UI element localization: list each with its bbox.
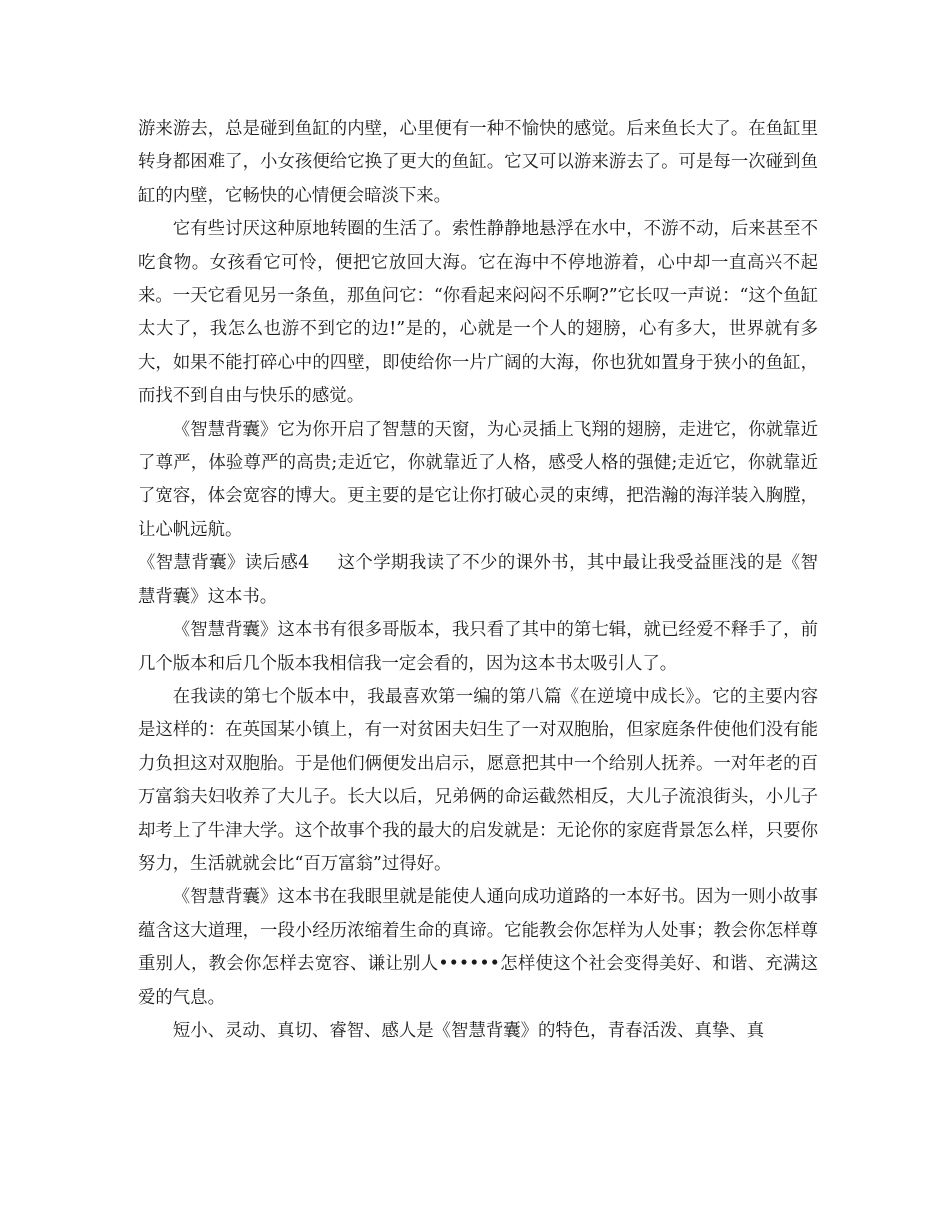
paragraph-2: 它有些讨厌这种原地转圈的生活了。索性静静地悬浮在水中，不游不动，后来甚至不吃食物。女孩看它可怜，便把它放回大海。它在海中不停地游着，心中却一直高兴不起来。一天它看见另一条鱼，那鱼问它：“你看起来闷闷不乐啊?”它长叹一声说：“这个鱼缸太大了，我怎么也游不到它的边!”是的，心就是一个人的翅膀，心有多大，世界就有多大，如果不能打碎心中的四壁，即使给你一片广阔的大海，你也犹如置身于狭小的鱼缸，而找不到自由与快乐的感觉。 — [138, 219, 818, 407]
paragraph-4: 《智慧背囊》这本书有很多哥版本，我只看了其中的第七辑，就已经爱不释手了，前几个版本和后几个版本我相信我一定会看的，因为这本书太吸引人了。 — [138, 620, 818, 674]
paragraph-1: 游来游去，总是碰到鱼缸的内壁，心里便有一种不愉快的感觉。后来鱼长大了。在鱼缸里转身都困难了，小女孩便给它换了更大的鱼缸。它又可以游来游去了。可是每一次碰到鱼缸的内壁，它畅快的心情便会暗淡下来。 — [138, 119, 818, 206]
section-heading-paragraph — [138, 547, 818, 614]
paragraph-5: 在我读的第七个版本中，我最喜欢第一编的第八篇《在逆境中成长》。它的主要内容是这样的：在英国某小镇上，有一对贫困夫妇生了一对双胞胎，但家庭条件使他们没有能力负担这对双胞胎。于是他们俩便发出启示，愿意把其中一个给别人抚养。一对年老的百万富翁夫妇收养了大儿子。长大以后，兄弟俩的命运截然相反，大儿子流浪街头，小儿子却考上了牛津大学。这个故事个我的最大的启发就是：无论你的家庭背景怎么样，只要你努力，生活就就会比“百万富翁”过得好。 — [138, 686, 818, 874]
paragraph-7: 短小、灵动、真切、睿智、感人是《智慧背囊》的特色，青春活泼、真挚、真 — [172, 1020, 765, 1041]
section-heading: 《智慧背囊》读后感4 — [138, 553, 310, 574]
section-intro: 这个学期我读了不少的课外书，其中最让我受益匪浅的是《智慧背囊》这本书。 — [138, 553, 818, 607]
document-body — [138, 113, 818, 1048]
paragraph-6: 《智慧背囊》这本书在我眼里就是能使人通向成功道路的一本好书。因为一则小故事蕴含这大道理，一段小经历浓缩着生命的真谛。它能教会你怎样为人处事；教会你怎样尊重别人，教会你怎样去宽容、谦让别人••••••怎样使这个社会变得美好、和谐、充满这爱的气息。 — [138, 887, 818, 1008]
paragraph-3: 《智慧背囊》它为你开启了智慧的天窗，为心灵插上飞翔的翅膀，走进它，你就靠近了尊严，体验尊严的高贵;走近它，你就靠近了人格，感受人格的强健;走近它，你就靠近了宽容，体会宽容的博大。更主要的是它让你打破心灵的束缚，把浩瀚的海洋装入胸膛，让心帆远航。 — [138, 419, 818, 540]
